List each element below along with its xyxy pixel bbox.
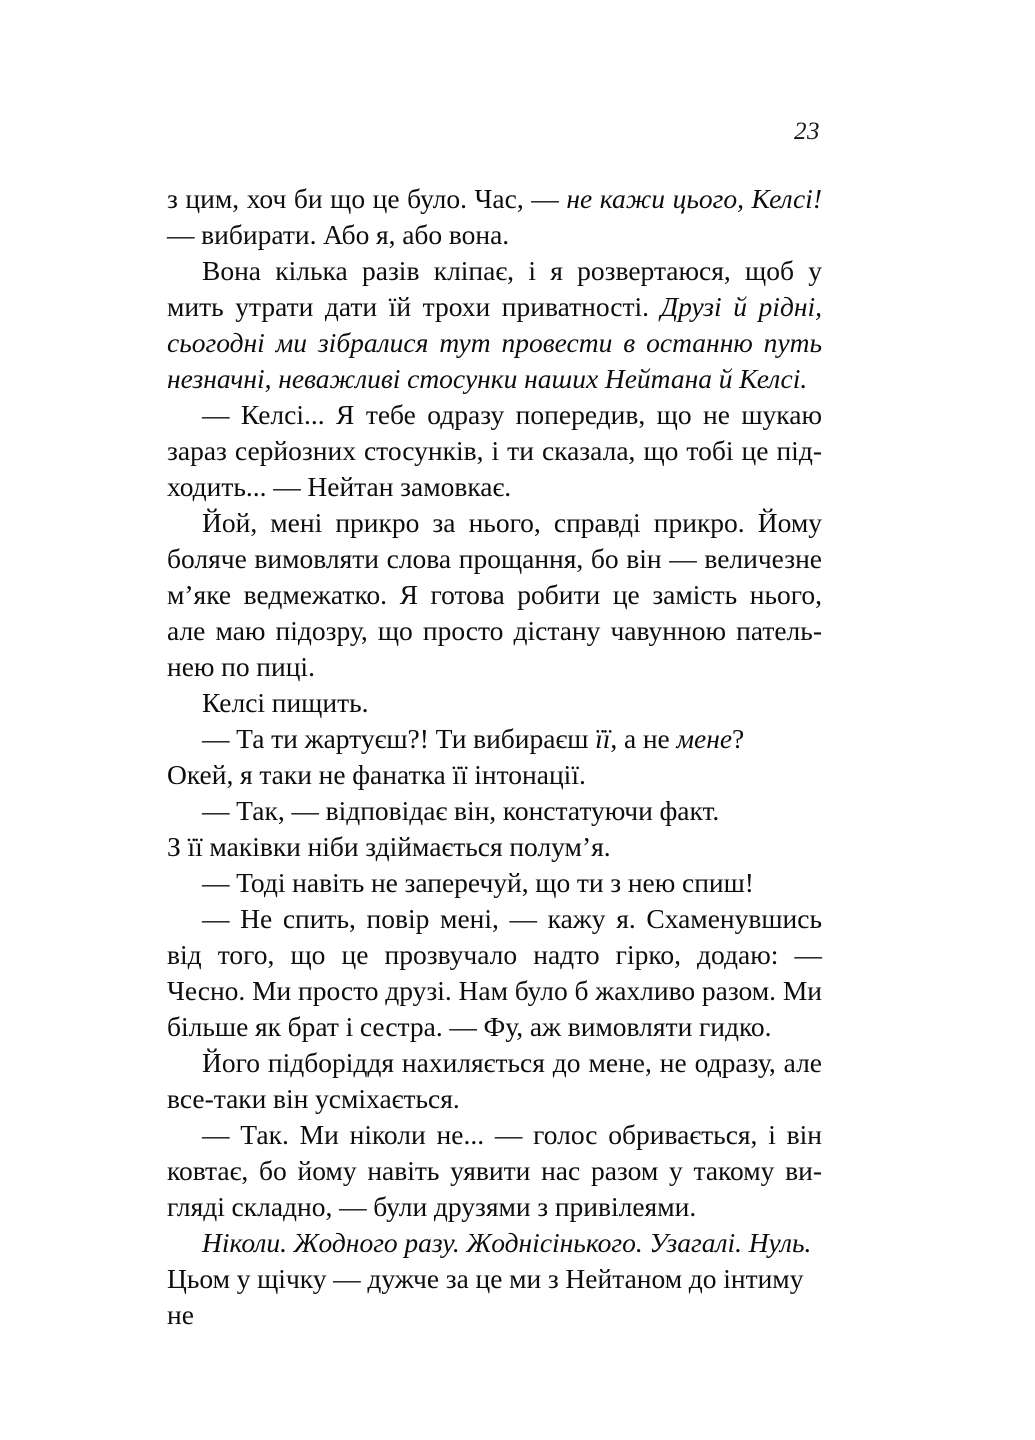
paragraph: Окей, я таки не фанатка її інтонації. <box>167 759 586 790</box>
paragraph: Вона кілька разів кліпає, і я розвертаюся, щоб у мить утрати дати їй трохи приватності. Друзі й рідні, сьогодні ми зібралися тут провести в останню путь незначні, неважливі стосунки наших Нейтана й Келсі. <box>167 255 823 394</box>
page-number: 23 <box>794 118 820 145</box>
paragraph: — Келсі... Я тебе одразу попередив, що не шукаю зараз серйозних стосунків, і ти сказала, що тобі це підходить... — Нейтан замовкає. <box>167 399 822 502</box>
paragraph: — Так. Ми ніколи не... — голос обривається, і він ковтає, бо йому навіть уявити нас разом у такому вигляді складно, — були друзями з привілеями. <box>167 1119 822 1222</box>
paragraph: — Та ти жартуєш?! Ти вибираєш її, а не мене? <box>202 723 745 754</box>
paragraph: З її маківки ніби здіймається полум’я. <box>167 831 611 862</box>
emphasis-text: Друзі й рідні, сьогодні ми зібралися тут провести в останню путь незначні, неважливі стосунки наших Нейтана й Келсі. <box>167 291 823 394</box>
emphasis-text: не кажи цього, Келсі! <box>566 183 822 214</box>
paragraph: Йой, мені прикро за нього, справді прикро. Йому боляче вимовляти слова прощання, бо він — величезне м’яке ведмежатко. Я готова робити це замість нього, але маю підозру, що просто дістану чавунною пательнею по пиці. <box>167 507 822 682</box>
paragraph: Келсі пищить. <box>202 687 369 718</box>
paragraph: — Не спить, повір мені, — кажу я. Схаменувшись від того, що це прозвучало надто гірко, додаю: — Чесно. Ми просто друзі. Нам було б жахливо разом. Ми більше як брат і сестра. — Фу, аж вимовляти гидко. <box>167 903 822 1042</box>
paragraph: — Так, — відповідає він, констатуючи факт. <box>202 795 720 826</box>
paragraph: — Тоді навіть не заперечуй, що ти з нею спиш! <box>202 867 754 898</box>
paragraph: Ніколи. Жодного разу. Жоднісінького. Узагалі. Нуль. Цьом у щічку — дужче за це ми з Нейтаном до інтиму не <box>167 1227 812 1330</box>
paragraph: Його підборіддя нахиляється до мене, не одразу, але все-таки він усміхається. <box>167 1047 822 1114</box>
emphasis-text: Ніколи. Жодного разу. Жоднісінького. Узагалі. Нуль. <box>202 1227 812 1258</box>
emphasis-text: мене <box>676 723 733 754</box>
emphasis-text: її <box>595 723 611 754</box>
page-text-block <box>167 181 822 1333</box>
paragraph: з цим, хоч би що це було. Час, — не кажи цього, Келсі! — вибирати. Або я, або вона. <box>167 183 822 250</box>
